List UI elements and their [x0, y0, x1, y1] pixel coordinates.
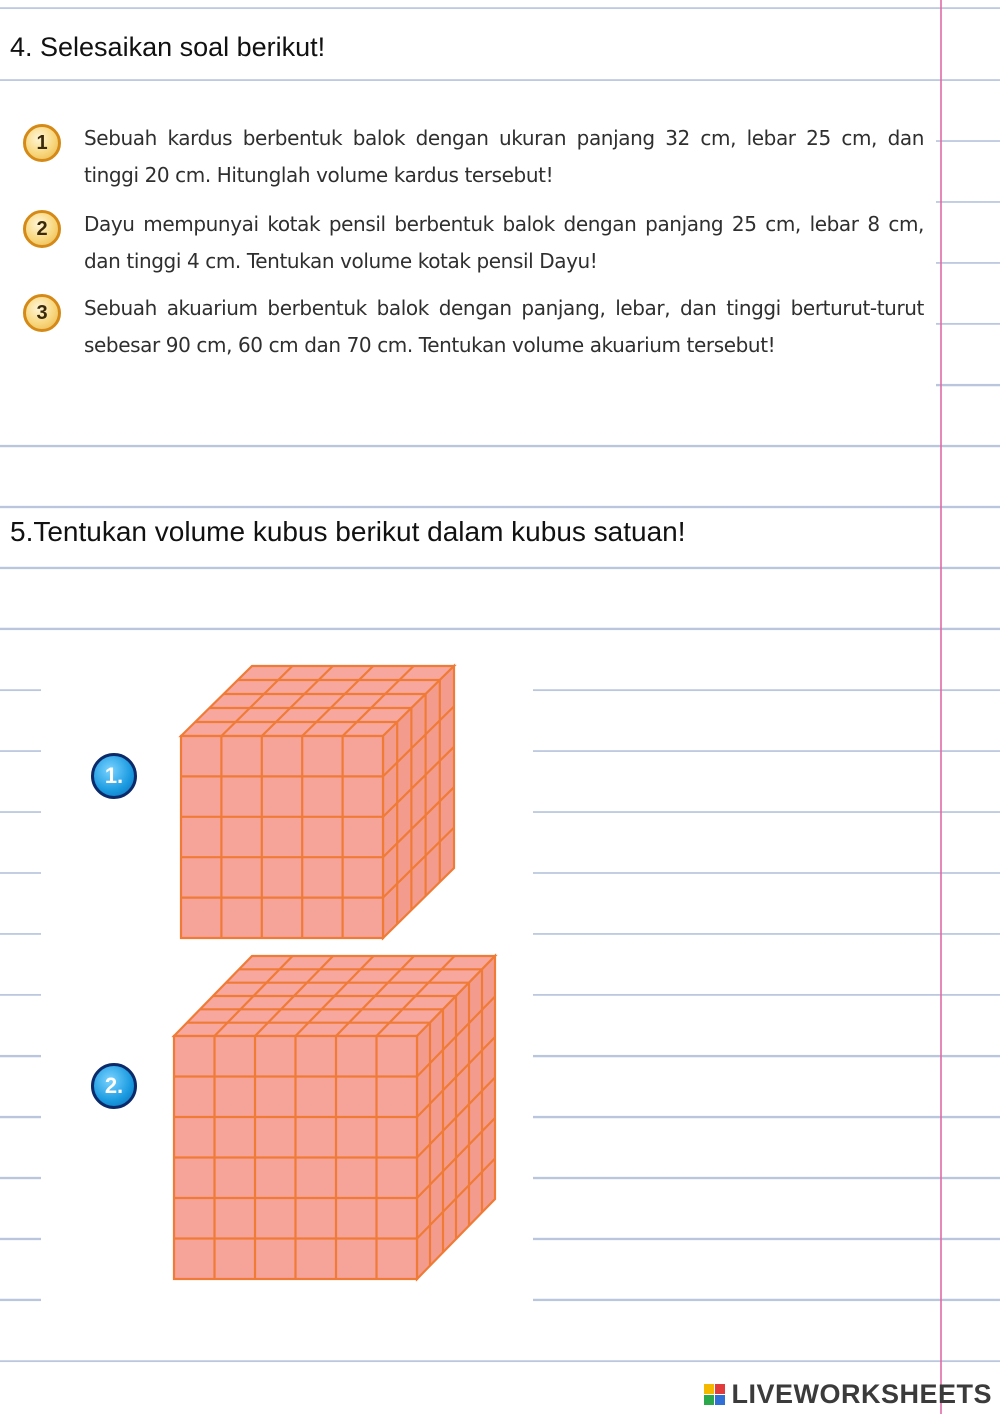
cube-front-face	[181, 736, 383, 938]
liveworksheets-logo	[704, 1378, 992, 1410]
problem-text: Sebuah akuarium berbentuk balok dengan panjang, lebar, dan tinggi berturut-turut sebesar 90 cm, 60 cm dan 70 cm. Tentukan volume akuarium tersebut!	[84, 296, 924, 357]
cubes-figure	[41, 655, 533, 1332]
problem-number-badge: 1	[23, 124, 61, 162]
unit-cube-figure-1	[179, 664, 499, 944]
section-4-heading: 4. Selesaikan soal berikut!	[10, 32, 331, 63]
cube-1-label-badge: 1.	[91, 753, 137, 799]
unit-cube-figure-2	[172, 994, 502, 1289]
problem-text: Sebuah kardus berbentuk balok dengan ukuran panjang 32 cm, lebar 25 cm, dan tinggi 20 cm. Hitunglah volume kardus tersebut!	[84, 126, 924, 187]
brand-name: LIVEWORKSHEETS	[731, 1378, 992, 1409]
section-5-heading: 5.Tentukan volume kubus berikut dalam kubus satuan!	[10, 516, 692, 548]
problem-number-badge: 3	[23, 294, 61, 332]
margin-line	[940, 0, 942, 1414]
problem-text: Dayu mempunyai kotak pensil berbentuk balok dengan panjang 25 cm, lebar 8 cm, dan tinggi 4 cm. Tentukan volume kotak pensil Dayu!	[84, 212, 924, 273]
problem-number-badge: 2	[23, 210, 61, 248]
cube-2-label-badge: 2.	[91, 1063, 137, 1109]
problems-box	[0, 100, 936, 401]
brand-blocks-icon	[704, 1384, 725, 1405]
